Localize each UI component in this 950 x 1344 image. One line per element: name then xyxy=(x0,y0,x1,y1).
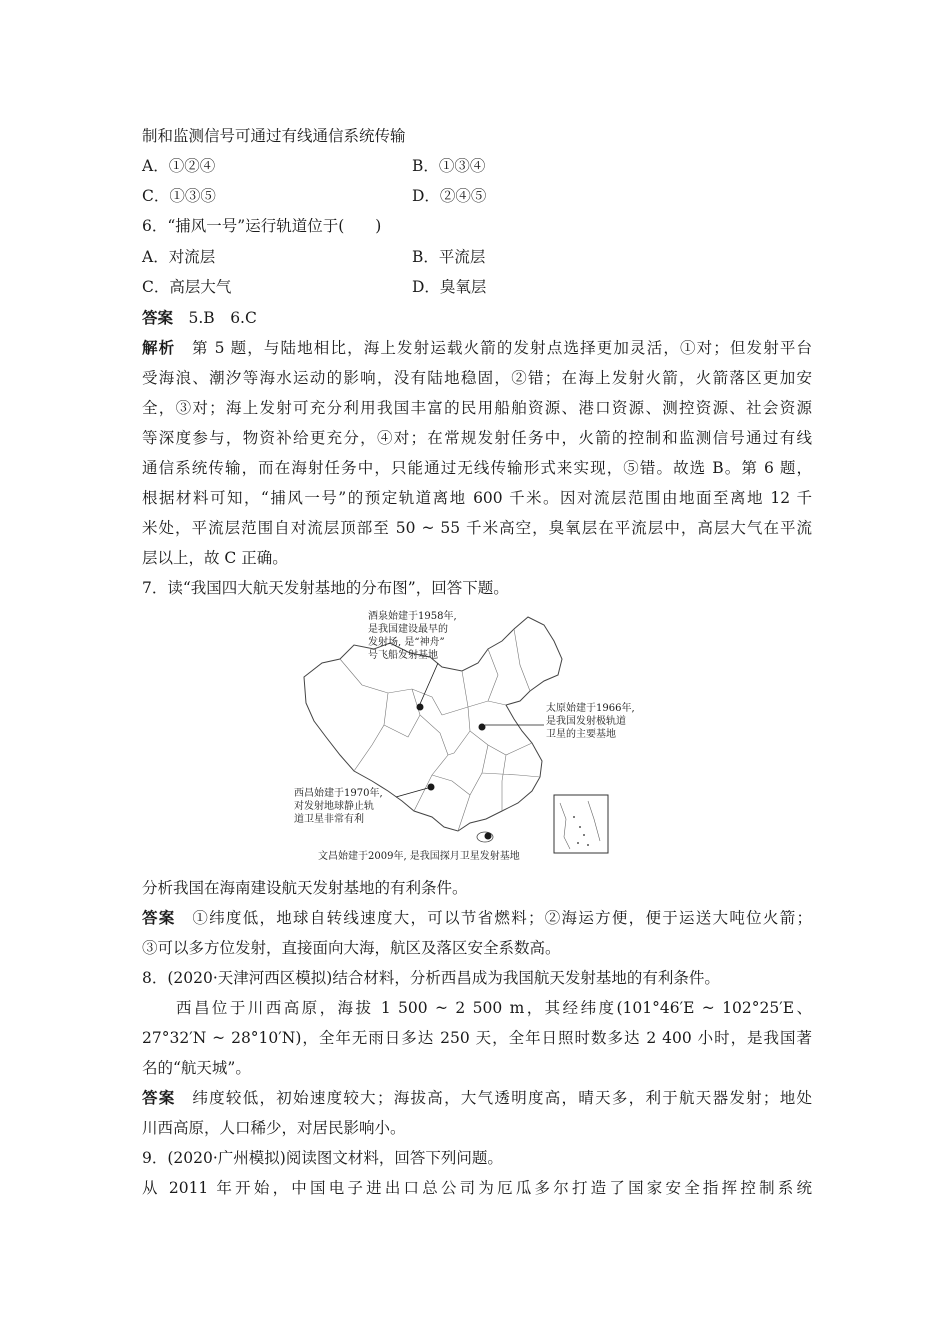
xichang-label-3: 道卫星非常有利 xyxy=(294,814,364,825)
jiuquan-label-4: 号飞船发射基地 xyxy=(368,650,438,661)
q8-answer-line-2: 川西高原，人口稀少，对居民影响小。 xyxy=(142,1119,406,1137)
xichang-marker xyxy=(428,784,435,791)
q8-answer-label: 答案 xyxy=(142,1088,176,1107)
analysis-line-3: 全，③对；海上发射可充分利用我国丰富的民用船舶资源、港口资源、测控资源、社会资源 xyxy=(142,399,812,417)
taiyuan-label-3: 卫星的主要基地 xyxy=(546,729,616,740)
q6-option-d: D．臭氧层 xyxy=(412,278,487,296)
q8-material-line-2: 27°32′N ~ 28°10′N)，全年无雨日多达 250 天，全年日照时数多达 2 400 小时，是我国著 xyxy=(142,1029,812,1047)
q7-stem: 7．读“我国四大航天发射基地的分布图”，回答下题。 xyxy=(142,579,509,597)
q8-material-line-3: 名的“航天城”。 xyxy=(142,1059,251,1077)
china-map-figure xyxy=(292,605,635,867)
analysis-text: 第 5 题，与陆地相比，海上发射运载火箭的发射点选择更加灵活，①对；但发射平台 xyxy=(175,339,812,357)
analysis-line-6: 根据材料可知，“捕风一号”的预定轨道离地 600 千米。因对流层范围由地面至离地 12 千 xyxy=(142,489,812,507)
taiyuan-label-2: 是我国发射极轨道 xyxy=(546,716,626,727)
q6-stem: 6．“捕风一号”运行轨道位于( ) xyxy=(142,217,382,235)
inset-coastline xyxy=(560,801,600,849)
q9-material: 从 2011 年开始，中国电子进出口总公司为厄瓜多尔打造了国家安全指挥控制系统 xyxy=(142,1179,812,1197)
inset-islands xyxy=(573,816,589,846)
q5-option-c: C．①③⑤ xyxy=(142,187,216,205)
answer-label: 答案 xyxy=(142,308,174,327)
q6-option-c: C．高层大气 xyxy=(142,278,232,296)
jiuquan-label-2: 是我国建设最早的 xyxy=(368,624,448,635)
analysis-label: 解析 xyxy=(142,338,176,357)
q7-answer-label: 答案 xyxy=(142,908,176,927)
q5-option-b: B．①③④ xyxy=(412,157,486,175)
jiuquan-label-3: 发射场, 是“神舟” xyxy=(368,637,445,648)
analysis-line-5: 通信系统传输，而在海射任务中，只能通过无线传输形式来实现，⑤错。故选 B。第 6 题， xyxy=(142,459,812,477)
q7-answer-line-2: ③可以多方位发射，直接面向大海，航区及落区安全系数高。 xyxy=(142,939,561,957)
answer-text: 5.B 6.C xyxy=(173,309,257,327)
q8-answer-text: 纬度较低，初始速度较大；海拔高，大气透明度高，晴天多，利于航天器发射；地处 xyxy=(175,1089,812,1107)
jiuquan-label-1: 酒泉始建于1958年, xyxy=(368,611,457,622)
q8-stem: 8．(2020·天津河西区模拟)结合材料，分析西昌成为我国航天发射基地的有利条件。 xyxy=(142,969,720,987)
jiuquan-marker xyxy=(417,704,424,711)
jiuquan-leader-line xyxy=(420,663,438,704)
q6-option-b: B．平流层 xyxy=(412,248,486,266)
wenchang-label: 文昌始建于2009年, 是我国探月卫星发射基地 xyxy=(318,851,520,862)
q7-answer-line-1 xyxy=(142,908,812,928)
launch-base-map xyxy=(292,605,635,867)
q8-material-line-1: 西昌位于川西高原，海拔 1 500 ~ 2 500 m，其经纬度(101°46′E ~ 102°25′E、 xyxy=(176,999,812,1017)
analysis-line-7: 米处，平流层范围自对流层顶部至 50 ~ 55 千米高空，臭氧层在平流层中，高层大气在平流 xyxy=(142,519,812,537)
q5-option-d: D．②④⑤ xyxy=(412,187,487,205)
q7-question: 分析我国在海南建设航天发射基地的有利条件。 xyxy=(142,879,468,897)
xichang-label-1: 西昌始建于1970年, xyxy=(294,788,383,799)
q5-stem-tail: 制和监测信号可通过有线通信系统传输 xyxy=(142,127,406,145)
south-china-sea-inset xyxy=(554,795,608,853)
wenchang-marker xyxy=(485,833,492,840)
analysis-line-1 xyxy=(142,338,812,358)
q7-answer-text: ①纬度低，地球自转线速度大，可以节省燃料；②海运方便，便于运送大吨位火箭； xyxy=(175,909,812,927)
q8-answer-line-1 xyxy=(142,1088,812,1108)
taiyuan-marker xyxy=(479,724,486,731)
q6-option-a: A．对流层 xyxy=(142,248,216,266)
xichang-label-2: 对发射地球静止轨 xyxy=(294,801,374,812)
analysis-line-2: 受海浪、潮汐等海水运动的影响，没有陆地稳固，②错；在海上发射火箭，火箭落区更加安 xyxy=(142,369,812,387)
analysis-line-8: 层以上，故 C 正确。 xyxy=(142,549,288,567)
taiyuan-label-1: 太原始建于1966年, xyxy=(546,703,635,714)
q5-option-a: A．①②④ xyxy=(142,157,216,175)
answer-5-6 xyxy=(142,308,257,328)
analysis-line-4: 等深度参与，物资补给更充分，④对；在常规发射任务中，火箭的控制和监测信号通过有线 xyxy=(142,429,812,447)
q9-stem: 9．(2020·广州模拟)阅读图文材料，回答下列问题。 xyxy=(142,1149,503,1167)
